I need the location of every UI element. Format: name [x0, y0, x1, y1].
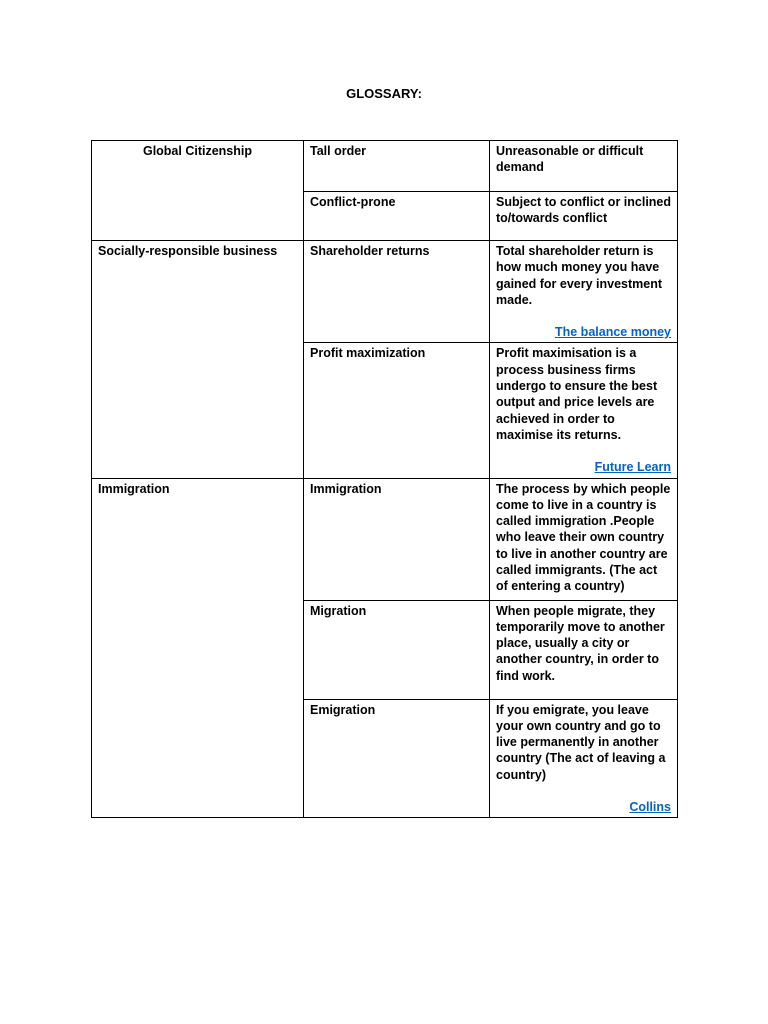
definition-emigration: If you emigrate, you leave your own country and go to live permanently in another country (The act of leaving a country): [496, 702, 666, 782]
table-row: [92, 141, 678, 192]
term-cell: [304, 343, 490, 478]
definition-profit-maximization: Profit maximisation is a process business firms undergo to ensure the best output and price levels are achieved in order to maximise its returns.: [496, 346, 658, 442]
table-row: [92, 241, 678, 343]
definition-immigration: The process by which people come to live in a country is called immigration .People who leave their own country to live in another country are called immigrants. (The act of entering a country): [496, 481, 671, 594]
topic-immigration: Immigration: [98, 481, 170, 496]
definition-cell: [490, 478, 678, 600]
definition-cell: [490, 241, 678, 343]
source-link-balance-money[interactable]: The balance money: [554, 325, 671, 340]
topic-global-citizenship: Global Citizenship: [142, 144, 253, 158]
definition-migration: When people migrate, they temporarily move to another place, usually a city or another country, in order to find work.: [496, 603, 665, 683]
source-link-future-learn[interactable]: Future Learn: [594, 460, 671, 475]
term-profit-maximization: Profit maximization: [310, 346, 426, 361]
definition-conflict-prone: Subject to conflict or inclined to/towards conflict: [496, 195, 672, 226]
term-cell: [304, 699, 490, 818]
term-tall-order: Tall order: [310, 144, 367, 158]
term-immigration: Immigration: [310, 481, 382, 496]
term-cell: [304, 141, 490, 192]
definition-cell: [490, 192, 678, 241]
term-cell: [304, 192, 490, 241]
table-row: [92, 478, 678, 600]
term-conflict-prone: Conflict-prone: [310, 195, 396, 209]
term-emigration: Emigration: [310, 702, 376, 717]
glossary-table: [91, 140, 678, 818]
definition-cell: [490, 343, 678, 478]
term-cell: [304, 478, 490, 600]
topic-cell: [92, 241, 304, 479]
definition-shareholder-returns: Total shareholder return is how much money you have gained for every investment made.: [496, 244, 663, 307]
term-shareholder-returns: Shareholder returns: [310, 244, 430, 258]
page-title: GLOSSARY:: [346, 86, 422, 101]
topic-socially-responsible-business: Socially-responsible business: [98, 244, 278, 258]
term-cell: [304, 600, 490, 699]
definition-cell: [490, 699, 678, 818]
definition-cell: [490, 600, 678, 699]
term-cell: [304, 241, 490, 343]
source-link-collins[interactable]: Collins: [629, 800, 671, 815]
definition-tall-order: Unreasonable or difficult demand: [496, 144, 644, 175]
topic-cell: [92, 141, 304, 241]
definition-cell: [490, 141, 678, 192]
topic-cell: [92, 478, 304, 818]
term-migration: Migration: [310, 603, 367, 618]
